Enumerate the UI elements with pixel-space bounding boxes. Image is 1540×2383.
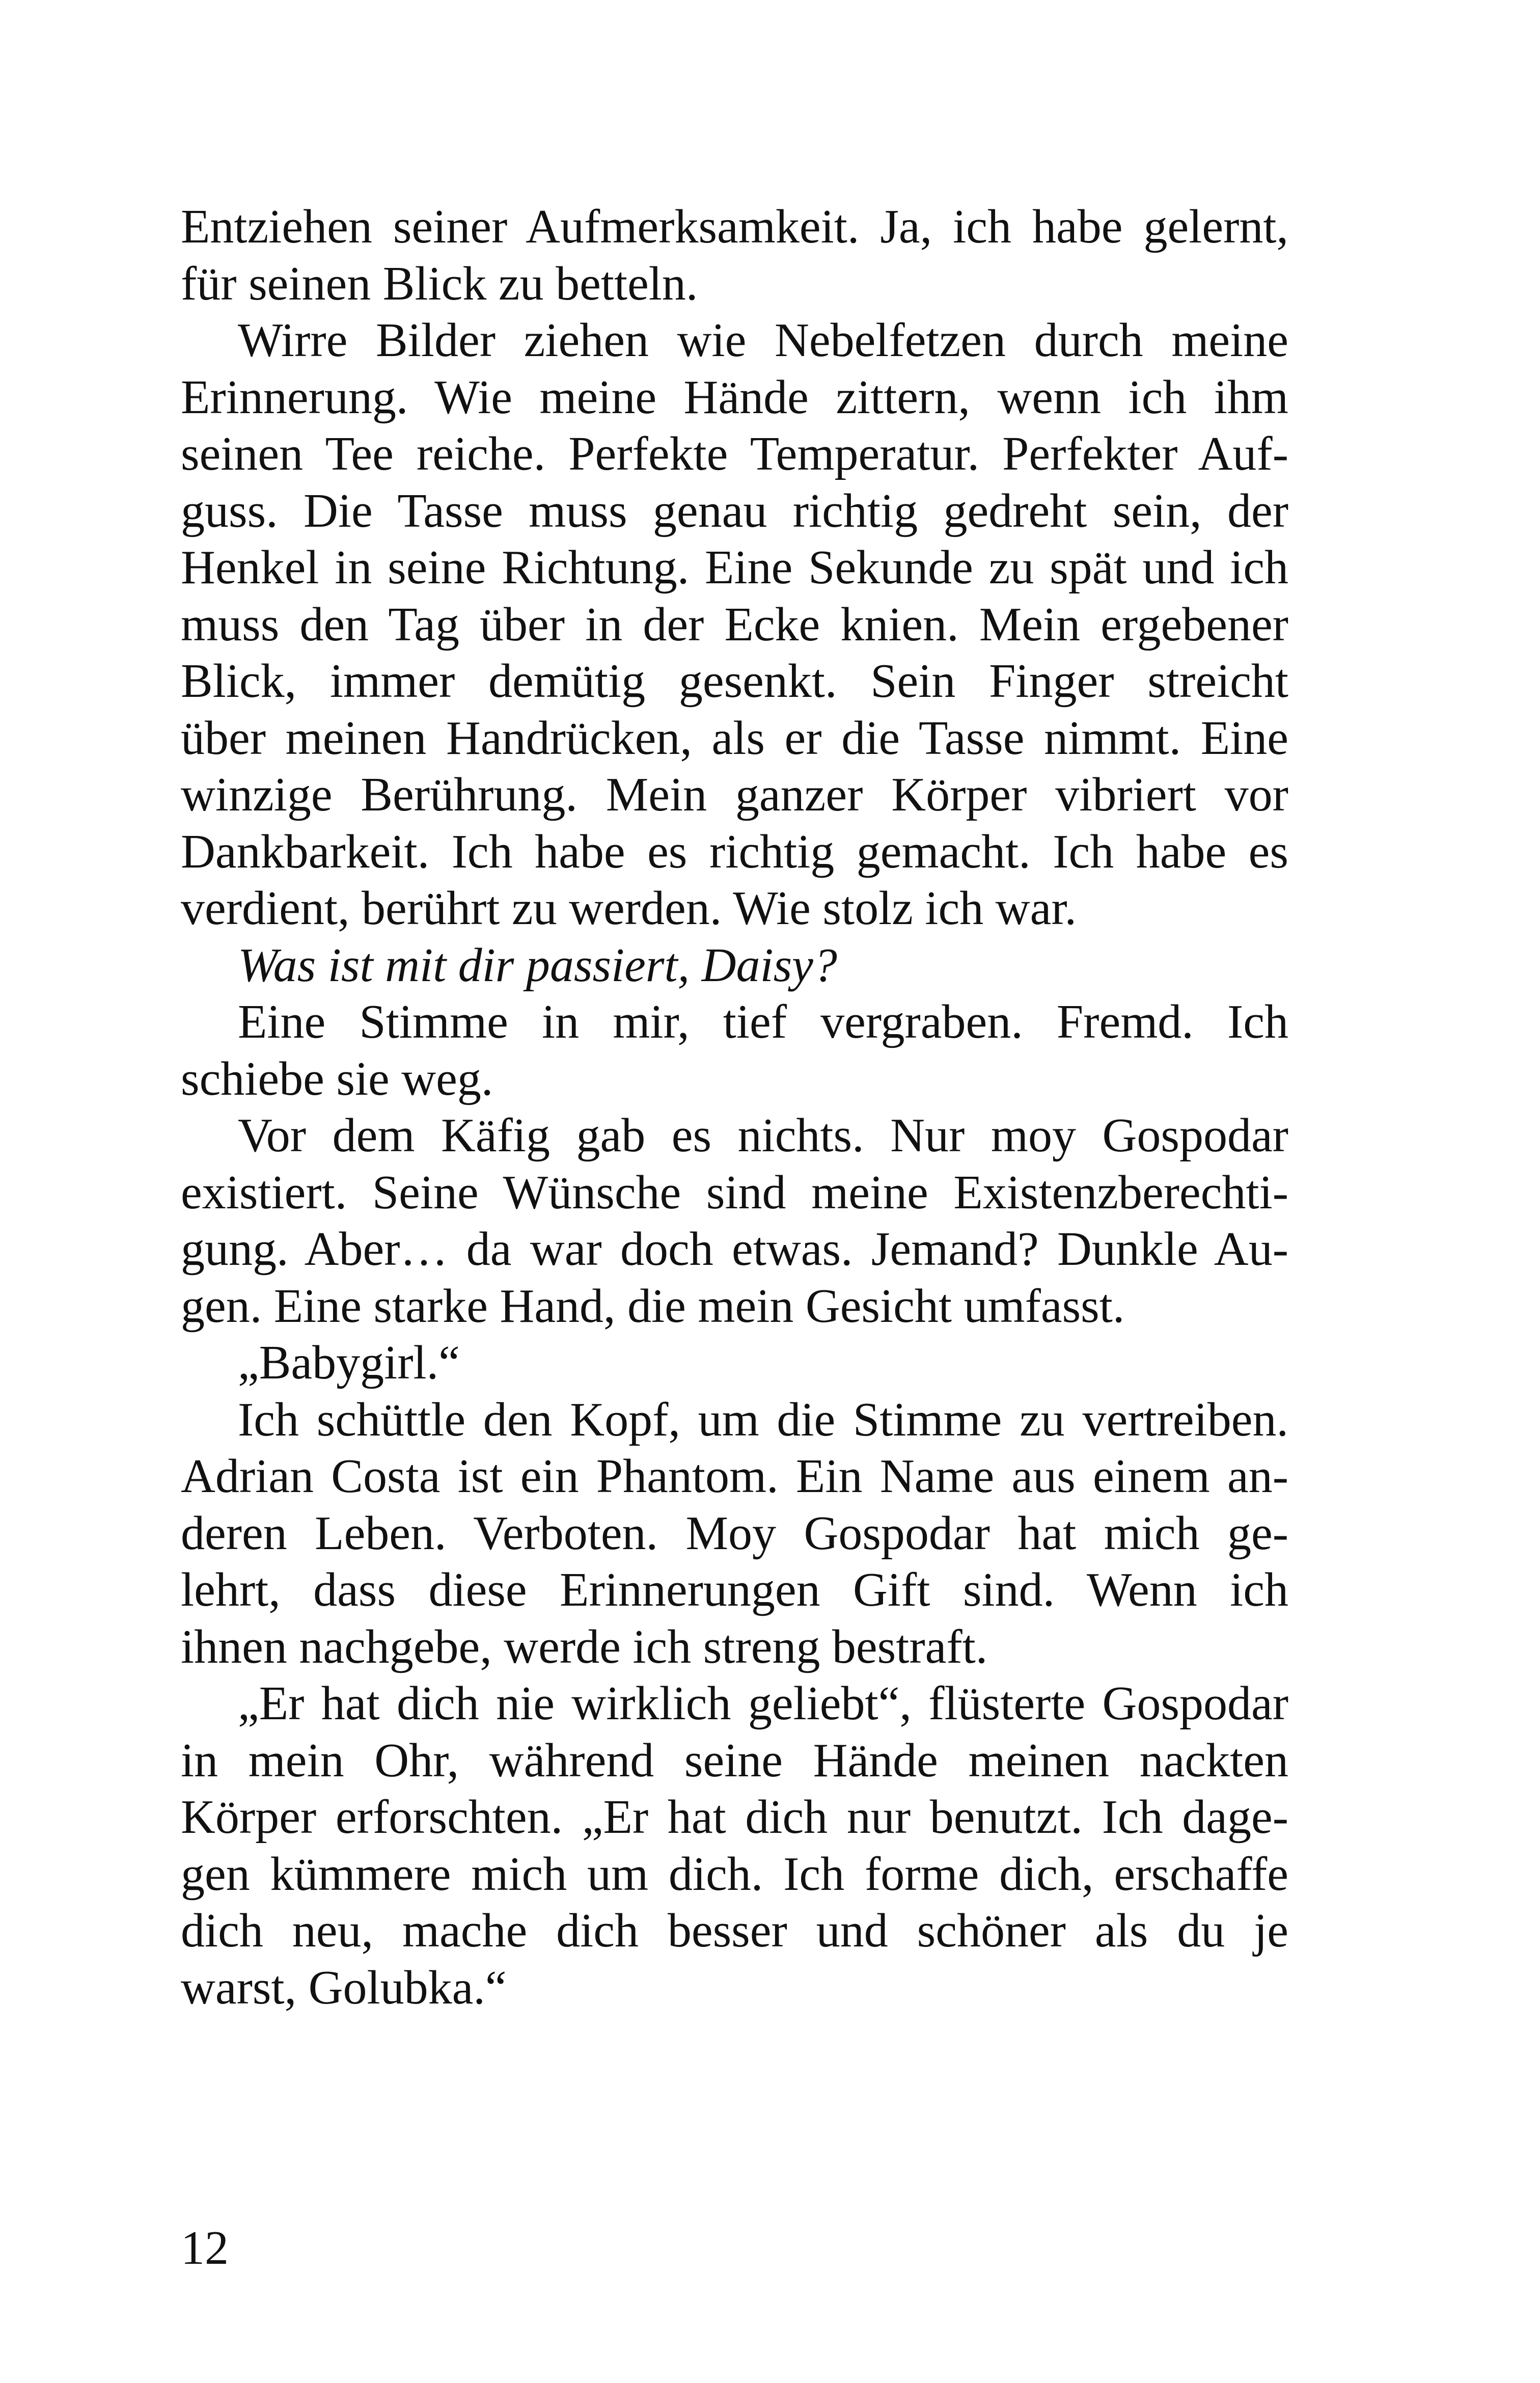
text-line: gen. Eine starke Hand, die mein Gesicht umfasst. [181,1279,1125,1333]
text-line: existiert. Seine Wünsche sind meine Existenzberechti- [181,1166,1288,1219]
text-line: Henkel in seine Richtung. Eine Sekunde zu spät und ich [181,541,1288,594]
text-line: verdient, berührt zu werden. Wie stolz ich war. [181,882,1077,935]
text-line: über meinen Handrücken, als er die Tasse nimmt. Eine [181,711,1288,765]
text-line: lehrt, dass diese Erinnerungen Gift sind. Wenn ich [181,1563,1288,1616]
text-line: Körper erforschten. „Er hat dich nur benutzt. Ich dage- [181,1791,1288,1844]
text-line: deren Leben. Verboten. Moy Gospodar hat mich ge- [181,1506,1288,1560]
text-line: „Er hat dich nie wirklich geliebt“, flüsterte Gospodar [238,1677,1288,1730]
text-line: dich neu, mache dich besser und schöner als du je [181,1904,1288,1957]
text-line: Wirre Bilder ziehen wie Nebelfetzen durch meine [238,314,1288,367]
text-line: gung. Aber… da war doch etwas. Jemand? Dunkle Au- [181,1223,1288,1276]
text-line: für seinen Blick zu betteln. [181,257,698,310]
text-line: Ich schüttle den Kopf, um die Stimme zu vertreiben. [238,1393,1288,1446]
text-line: gen kümmere mich um dich. Ich forme dich, erschaffe [181,1847,1288,1901]
text-line: Vor dem Käfig gab es nichts. Nur moy Gospodar [238,1109,1288,1162]
text-line: Blick, immer demütig gesenkt. Sein Finger streicht [181,655,1288,708]
text-line: winzige Berührung. Mein ganzer Körper vibriert vor [181,768,1288,821]
text-line: „Babygirl.“ [238,1336,460,1389]
text-line-italic: Was ist mit dir passiert, Daisy? [238,938,837,992]
text-line: muss den Tag über in der Ecke knien. Mein ergebener [181,598,1288,651]
text-line: Adrian Costa ist ein Phantom. Ein Name aus einem an- [181,1450,1288,1503]
text-line: Eine Stimme in mir, tief vergraben. Fremd. Ich [238,995,1288,1048]
text-line: warst, Golubka.“ [181,1961,507,2014]
text-line: guss. Die Tasse muss genau richtig gedreht sein, der [181,484,1288,537]
text-line: ihnen nachgebe, werde ich streng bestraft. [181,1620,988,1673]
text-line: seinen Tee reiche. Perfekte Temperatur. Perfekter Auf- [181,427,1288,480]
page-number: 12 [181,2222,229,2274]
body-text [181,199,1288,2016]
text-line: schiebe sie weg. [181,1052,493,1105]
text-line: Dankbarkeit. Ich habe es richtig gemacht. Ich habe es [181,825,1288,878]
text-line: Erinnerung. Wie meine Hände zittern, wenn ich ihm [181,370,1288,424]
text-line: Entziehen seiner Aufmerksamkeit. Ja, ich habe gelernt, [181,200,1288,253]
text-line: in mein Ohr, während seine Hände meinen nackten [181,1734,1288,1787]
